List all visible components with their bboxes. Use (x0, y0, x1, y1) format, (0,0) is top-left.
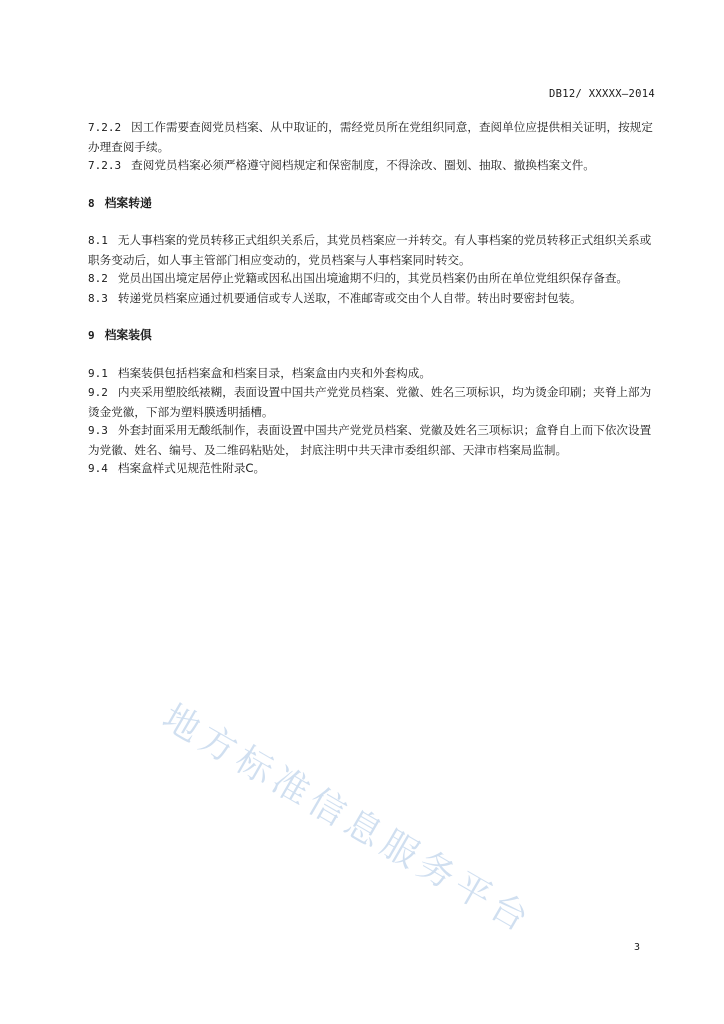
clause-text: 党员出国出境定居停止党籍或因私出国出境逾期不归的，其党员档案仍由所在单位党组织保存备查。 (117, 271, 629, 285)
section-heading-9 (88, 326, 658, 346)
clause-number: 8.1 (88, 234, 108, 247)
clause-9-2 (88, 383, 658, 421)
section-number: 8 (88, 196, 95, 210)
clause-9-4 (88, 459, 658, 479)
clause-number: 9.4 (88, 462, 108, 475)
section-number: 9 (88, 329, 95, 342)
section-heading-8 (88, 194, 658, 214)
clause-number: 9.2 (88, 386, 108, 399)
clause-8-3 (88, 289, 658, 309)
standard-code: DB12/ XXXXX—2014 (549, 88, 655, 100)
clause-number: 7.2.3 (88, 159, 122, 172)
clause-8-1 (88, 231, 658, 269)
clause-number: 8.2 (88, 272, 108, 285)
clause-text: 查阅党员档案必须严格遵守阅档规定和保密制度，不得涂改、圈划、抽取、撤换档案文件。 (131, 158, 595, 172)
document-body (88, 118, 658, 479)
clause-9-1 (88, 364, 658, 384)
clause-text: 档案装俱包括档案盒和档案目录，档案盒由内夹和外套构成。 (117, 365, 431, 380)
clause-text: 内夹采用塑胶纸裱糊，表面设置中国共产党党员档案、党徽、姓名三项标识，均为烫金印刷；夹脊上部为烫金党徽，下部为塑料膜透明插槽。 (88, 385, 652, 419)
page-number: 3 (633, 942, 640, 953)
clause-number: 9.1 (88, 366, 108, 380)
clause-number: 8.3 (88, 291, 108, 305)
clause-text: 因工作需要查阅党员档案、从中取证的，需经党员所在党组织同意，查阅单位应提供相关证明，按规定办理查阅手续。 (88, 120, 653, 154)
watermark: 地方标准信息服务平台 (155, 696, 540, 943)
clause-text: 档案盒样式见规范性附录C。 (117, 461, 266, 475)
section-title: 档案转递 (104, 195, 152, 210)
section-title: 档案装俱 (104, 328, 152, 342)
clause-text: 无人事档案的党员转移正式组织关系后，其党员档案应一并转交。有人事档案的党员转移正式组织关系或职务变动后，如人事主管部门相应变动的，党员档案与人事档案同时转交。 (88, 233, 652, 267)
clause-number: 7.2.2 (88, 121, 122, 134)
clause-number: 9.3 (88, 424, 108, 437)
clause-8-2 (88, 269, 658, 289)
clause-text: 转递党员档案应通过机要通信或专人送取，不准邮寄或交由个人自带。转出时要密封包装。 (117, 290, 582, 305)
clause-9-3 (88, 421, 658, 459)
clause-7-2-3 (88, 156, 658, 176)
clause-text: 外套封面采用无酸纸制作，表面设置中国共产党党员档案、党徽及姓名三项标识；盒脊自上而下依次设置为党徽、姓名、编号、及二维码粘贴处， 封底注明中共天津市委组织部、天津市档案局监制。 (88, 423, 652, 457)
clause-7-2-2 (88, 118, 658, 156)
